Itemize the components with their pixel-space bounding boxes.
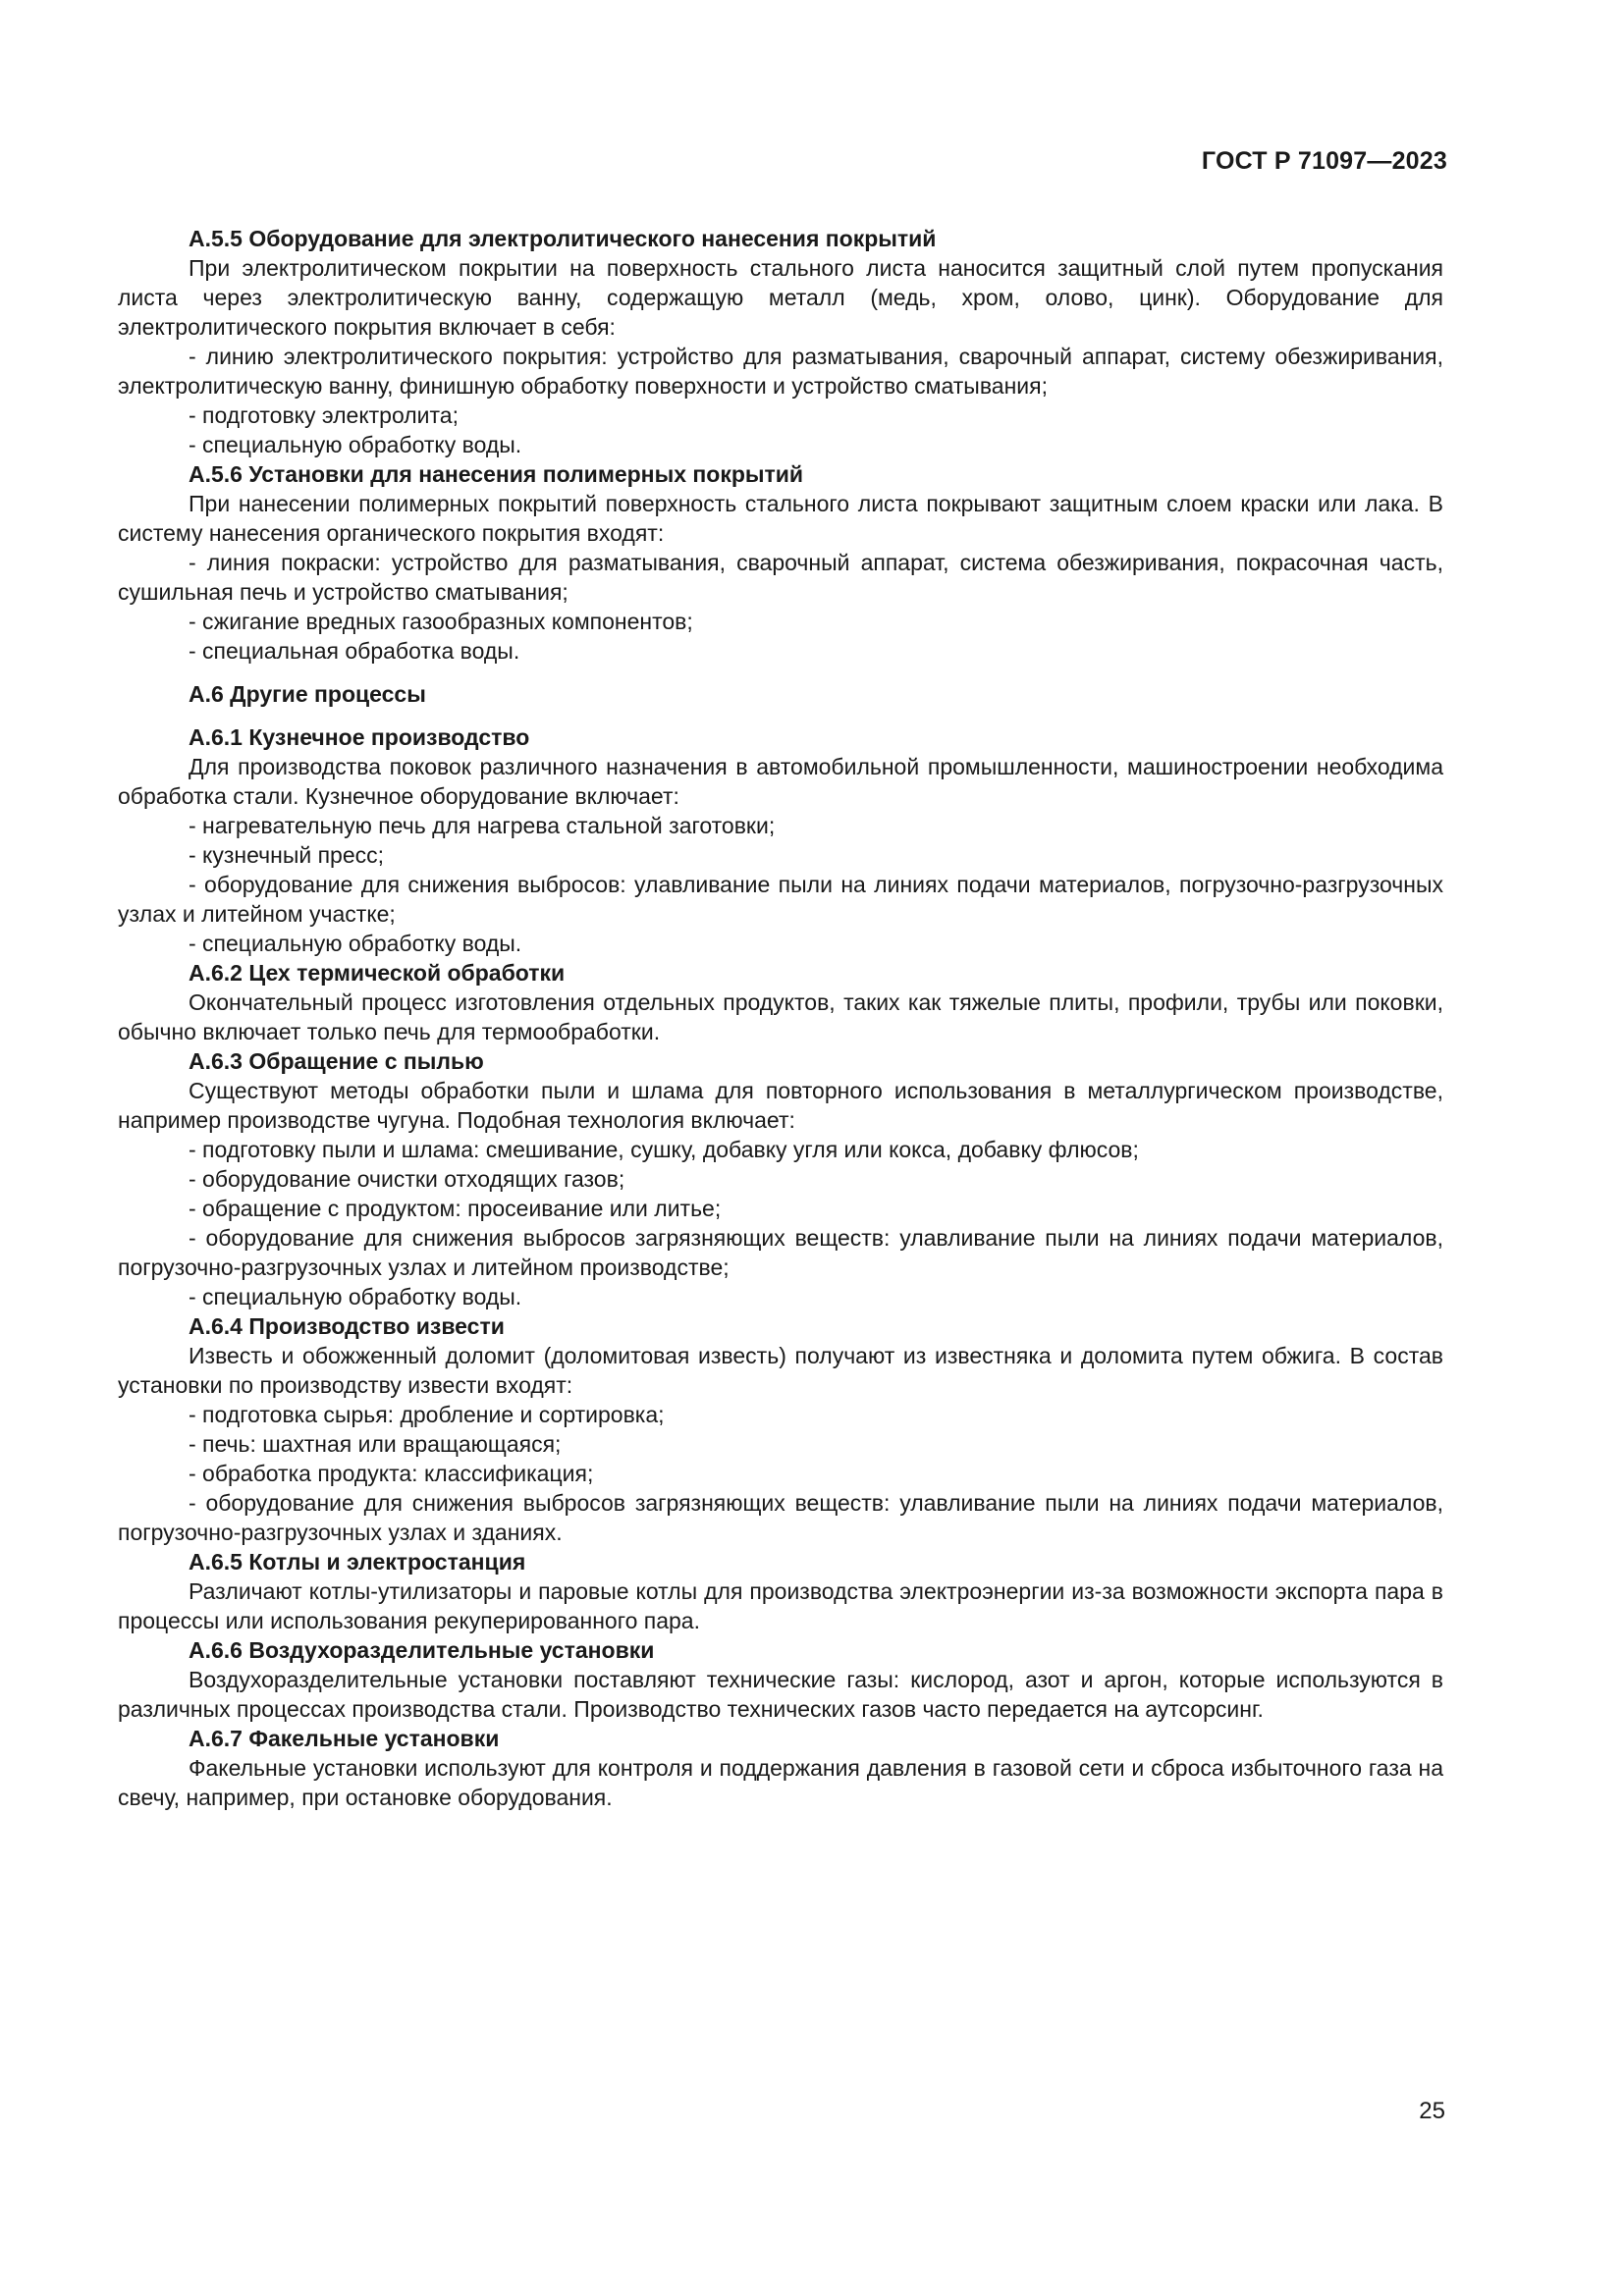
section-heading: А.6.6 Воздухоразделительные установки xyxy=(189,1637,655,1663)
paragraph: При нанесении полимерных покрытий поверхность стального листа покрывают защитным слоем краски или лака. В систему нанесения органического покрытия входят: xyxy=(118,491,1443,546)
paragraph: - оборудование очистки отходящих газов; xyxy=(189,1166,625,1192)
section-heading: А.5.6 Установки для нанесения полимерных покрытий xyxy=(189,461,804,487)
document-header: ГОСТ Р 71097—2023 xyxy=(1201,147,1447,175)
paragraph: - сжигание вредных газообразных компонентов; xyxy=(189,609,693,634)
paragraph: - кузнечный пресс; xyxy=(189,842,385,868)
paragraph: Факельные установки используют для контроля и поддержания давления в газовой сети и сброса избыточного газа на свечу, например, при остановке оборудования. xyxy=(118,1755,1443,1810)
paragraph: - подготовку пыли и шлама: смешивание, сушку, добавку угля или кокса, добавку флюсов; xyxy=(189,1137,1139,1162)
paragraph: При электролитическом покрытии на поверхность стального листа наносится защитный слой путем пропускания листа через электролитическую ванну, содержащую металл (медь, хром, олово, цинк). Оборудование для электролитического покрытия включает в себя: xyxy=(118,255,1443,340)
paragraph: - специальную обработку воды. xyxy=(189,1284,522,1309)
paragraph: - специальную обработку воды. xyxy=(189,432,522,457)
paragraph: - оборудование для снижения выбросов загрязняющих веществ: улавливание пыли на линиях подачи материалов, погрузочно-разгрузочных узлах и зданиях. xyxy=(118,1490,1443,1545)
paragraph: - обработка продукта: классификация; xyxy=(189,1461,594,1486)
paragraph: - линия покраски: устройство для разматывания, сварочный аппарат, система обезжиривания, покрасочная часть, сушильная печь и устройство сматывания; xyxy=(118,550,1443,605)
paragraph: Различают котлы-утилизаторы и паровые котлы для производства электроэнергии из-за возможности экспорта пара в процессы или использования рекуперированного пара. xyxy=(118,1578,1443,1633)
paragraph: Для производства поковок различного назначения в автомобильной промышленности, машиностроении необходима обработка стали. Кузнечное оборудование включает: xyxy=(118,754,1443,809)
section-heading: А.6 Другие процессы xyxy=(189,681,426,707)
paragraph: Окончательный процесс изготовления отдельных продуктов, таких как тяжелые плиты, профили, трубы или поковки, обычно включает только печь для термообработки. xyxy=(118,989,1443,1044)
paragraph: - обращение с продуктом: просеивание или литье; xyxy=(189,1196,722,1221)
document-body xyxy=(118,224,1443,1812)
paragraph: - специальная обработка воды. xyxy=(189,638,520,664)
section-heading: А.6.4 Производство извести xyxy=(189,1313,505,1339)
paragraph: - специальную обработку воды. xyxy=(189,931,522,956)
section-heading: А.6.3 Обращение с пылью xyxy=(189,1048,484,1074)
section-heading: А.6.1 Кузнечное производство xyxy=(189,724,530,750)
paragraph: - подготовку электролита; xyxy=(189,402,459,428)
paragraph: - печь: шахтная или вращающаяся; xyxy=(189,1431,562,1457)
paragraph: - подготовка сырья: дробление и сортировка; xyxy=(189,1402,665,1427)
section-heading: А.6.7 Факельные установки xyxy=(189,1726,500,1751)
paragraph: Известь и обожженный доломит (доломитовая известь) получают из известняка и доломита путем обжига. В состав установки по производству извести входят: xyxy=(118,1343,1443,1398)
paragraph: - линию электролитического покрытия: устройство для разматывания, сварочный аппарат, систему обезжиривания, электролитическую ванну, финишную обработку поверхности и устройство сматывания; xyxy=(118,344,1443,399)
section-heading: А.6.2 Цех термической обработки xyxy=(189,960,566,986)
paragraph: - оборудование для снижения выбросов загрязняющих веществ: улавливание пыли на линиях подачи материалов, погрузочно-разгрузочных узлах и литейном производстве; xyxy=(118,1225,1443,1280)
paragraph: - нагревательную печь для нагрева стальной заготовки; xyxy=(189,813,776,838)
paragraph: Существуют методы обработки пыли и шлама для повторного использования в металлургическом производстве, например производстве чугуна. Подобная технология включает: xyxy=(118,1078,1443,1133)
paragraph: Воздухоразделительные установки поставляют технические газы: кислород, азот и аргон, которые используются в различных процессах производства стали. Производство технических газов часто передается на аутсорсинг. xyxy=(118,1667,1443,1722)
paragraph: - оборудование для снижения выбросов: улавливание пыли на линиях подачи материалов, погрузочно-разгрузочных узлах и литейном участке; xyxy=(118,872,1443,927)
section-heading: А.5.5 Оборудование для электролитического нанесения покрытий xyxy=(189,226,937,251)
section-heading: А.6.5 Котлы и электростанция xyxy=(189,1549,526,1575)
page-number: 25 xyxy=(1419,2098,1445,2124)
